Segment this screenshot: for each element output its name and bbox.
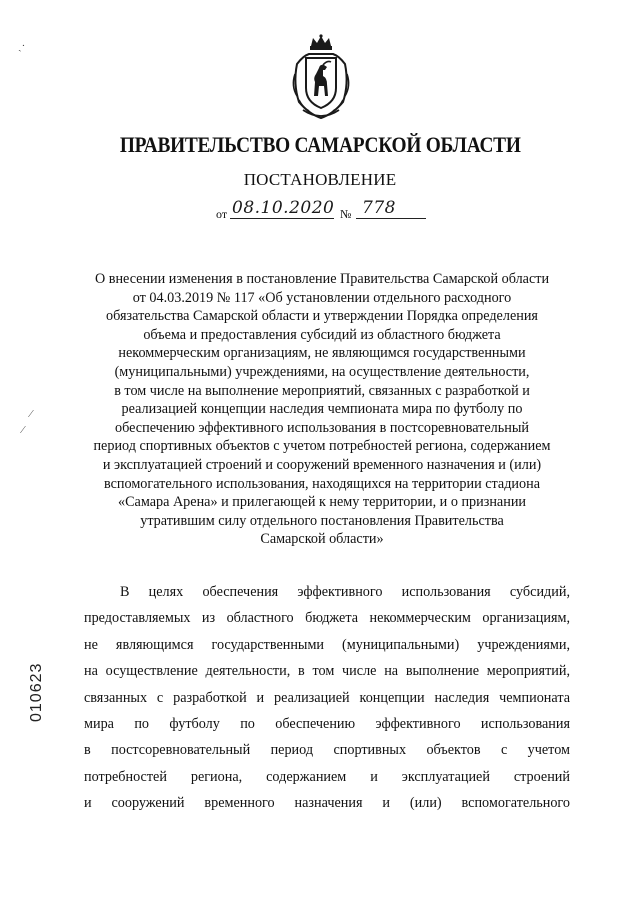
subject-line: период спортивных объектов с учетом потребностей региона, содержанием xyxy=(93,438,551,455)
body-line: В целях обеспечения эффективного использования субсидий, xyxy=(120,584,570,600)
subject-line: «Самара Арена» и прилегающей к нему территории, и о признании xyxy=(117,494,527,511)
date-prefix: от xyxy=(216,207,228,221)
serial-number: 010623 xyxy=(28,662,45,722)
subject-line: вспомогательного использования, находящихся на территории стадиона xyxy=(103,475,540,492)
body-line: потребностей региона, содержанием и эксплуатацией строений xyxy=(84,768,570,785)
number-value: 778 xyxy=(362,198,396,218)
body-line: в постсоревновательный период спортивных объектов с учетом xyxy=(84,742,570,759)
document-body xyxy=(84,579,570,817)
body-line: на осуществление деятельности, в том числе на выполнение мероприятий, xyxy=(84,663,570,680)
subject-line: реализацией концепции наследия чемпионата мира по футболу по xyxy=(121,401,523,418)
number-prefix: № xyxy=(340,207,352,221)
coat-of-arms-icon xyxy=(289,34,353,120)
document-subject xyxy=(80,270,564,549)
scan-mark: ⁄ xyxy=(22,424,24,436)
subject-line: в том числе на выполнение мероприятий, связанных с разработкой и xyxy=(114,382,530,399)
subject-line: утратившим силу отдельного постановления Правительства xyxy=(140,512,504,529)
document-type: ПОСТАНОВЛЕНИЕ xyxy=(243,170,397,189)
scan-mark: ⁄ xyxy=(30,408,32,420)
subject-line: обеспечению эффективного использования в постсоревновательный xyxy=(115,419,529,436)
subject-line: (муниципальными) учреждениями, на осуществление деятельности, xyxy=(114,363,530,380)
subject-line: Самарской области» xyxy=(260,531,384,548)
date-value: 08.10.2020 xyxy=(232,198,335,218)
subject-line: объема и предоставления субсидий из областного бюджета xyxy=(143,326,501,343)
subject-line: некоммерческим организациям, не являющимся государственными xyxy=(118,345,526,362)
body-line: связанных с разработкой и реализацией концепции наследия чемпионата xyxy=(84,689,570,706)
number-underline xyxy=(356,218,426,219)
organization-title: ПРАВИТЕЛЬСТВО САМАРСКОЙ ОБЛАСТИ xyxy=(119,132,521,157)
body-line: предоставляемых из областного бюджета некоммерческим организациям, xyxy=(84,610,570,627)
subject-line: О внесении изменения в постановление Правительства Самарской области xyxy=(94,271,550,287)
subject-line: от 04.03.2019 № 117 «Об установлении отдельного расходного xyxy=(132,289,512,306)
date-underline xyxy=(230,218,334,219)
date-number-line xyxy=(216,200,456,224)
subject-line: и эксплуатацией строений и сооружений временного назначения и (или) xyxy=(102,456,542,473)
body-line: мира по футболу по обеспечению эффективного использования xyxy=(84,716,570,733)
subject-line: обязательства Самарской области и утверждении Порядка определения xyxy=(106,308,538,325)
body-line: не являющимся государственными (муниципальными) учреждениями, xyxy=(84,636,570,653)
scan-mark: ˏ· xyxy=(18,40,26,52)
body-line: и сооружений временного назначения и (или) вспомогательного xyxy=(84,795,570,812)
